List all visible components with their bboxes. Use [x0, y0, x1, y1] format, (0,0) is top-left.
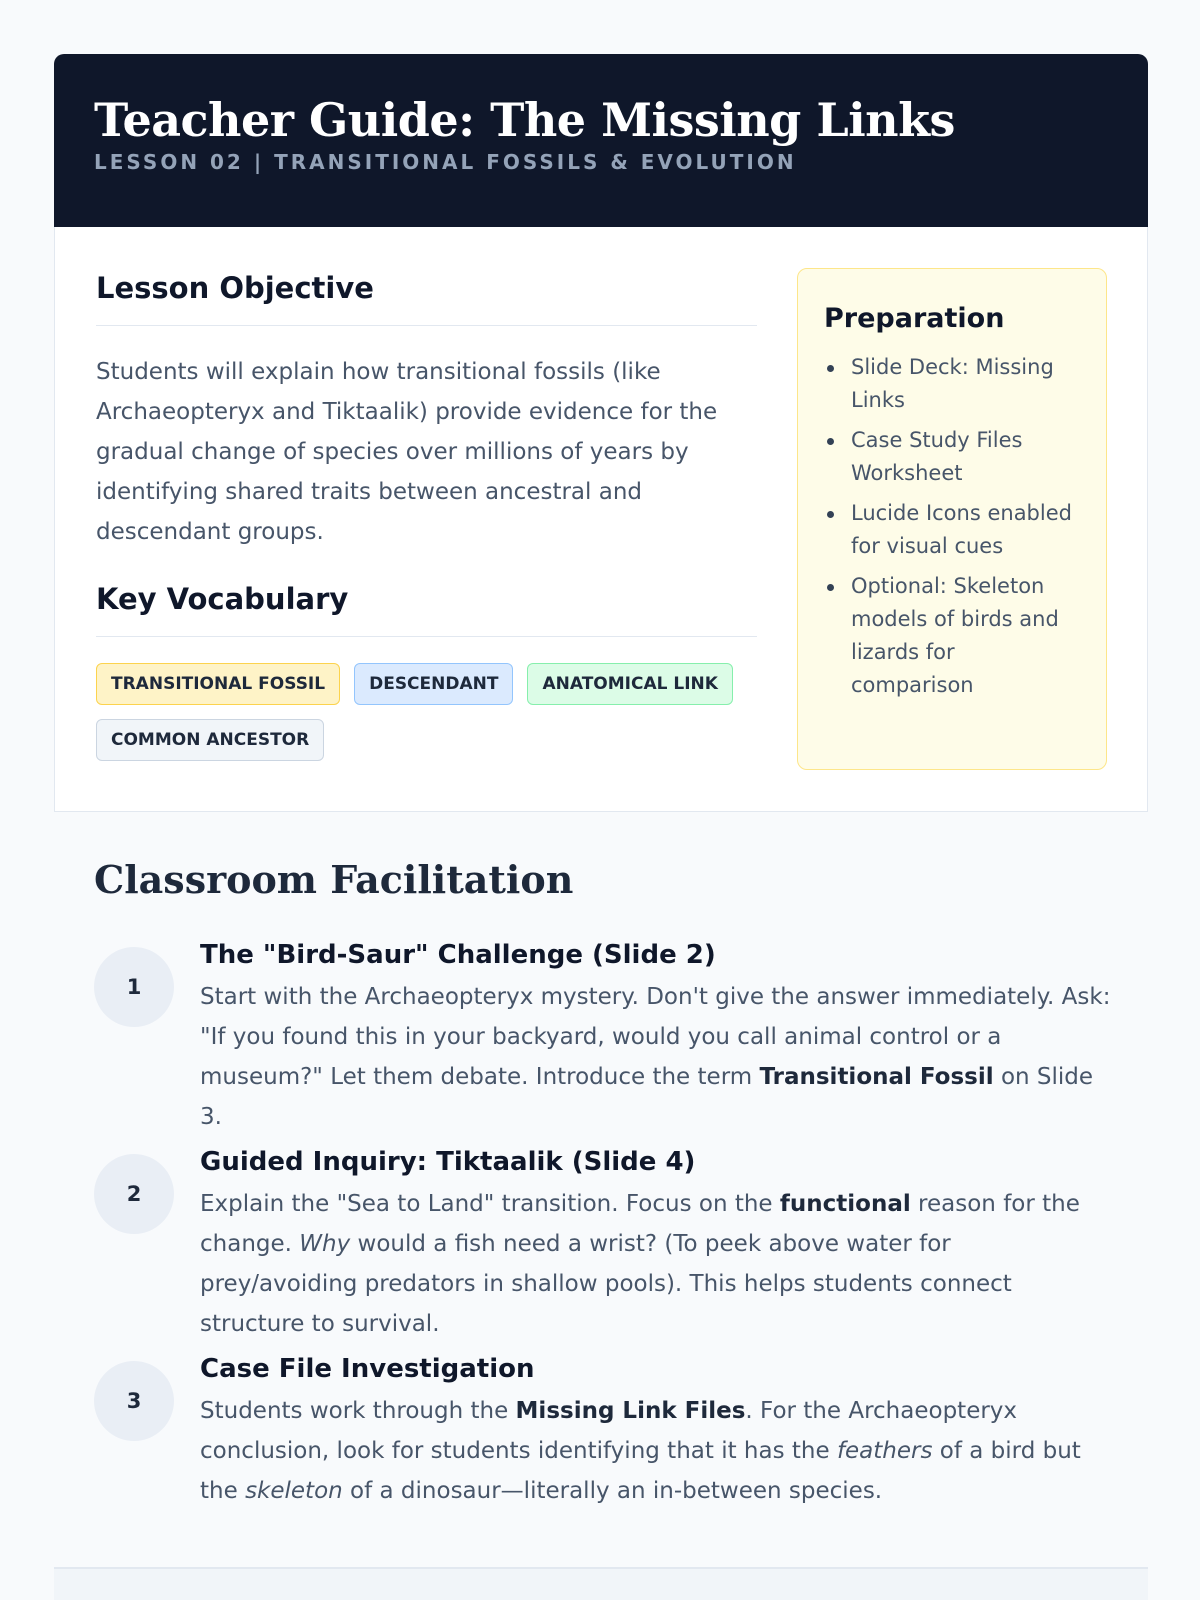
step-text: Students work through the Missing Link Files. For the Archaeopteryx conclusion, look for students identifying that it has the feathers of a bird but the skeleton of a dinosaur—literally an in-between species. — [200, 1398, 1081, 1504]
vocab-tag-anatomical-link: ANATOMICAL LINK — [527, 663, 732, 705]
step-number-badge: 3 — [94, 1361, 174, 1441]
preparation-list — [824, 351, 1080, 702]
step-title: Case File Investigation — [200, 1354, 535, 1384]
preparation-item: Lucide Icons enabled for visual cues — [824, 497, 1080, 563]
vocab-tag-descendant: DESCENDANT — [354, 663, 513, 705]
step-number-badge: 2 — [94, 1154, 174, 1234]
step-text: Explain the "Sea to Land" transition. Focus on the functional reason for the change. Why would a fish need a wrist? (To peek above water for prey/avoiding predators in shallow pools). This helps students connect structure to survival. — [200, 1191, 1080, 1337]
vocab-tag-common-ancestor: COMMON ANCESTOR — [96, 719, 324, 761]
lesson-overview-card — [54, 227, 1148, 812]
step-title: Guided Inquiry: Tiktaalik (Slide 4) — [200, 1147, 696, 1177]
step-body — [200, 935, 1114, 1137]
preparation-panel — [797, 268, 1107, 770]
footer-bar — [54, 1567, 1148, 1600]
vocabulary-tags — [96, 663, 757, 761]
step-title: The "Bird-Saur" Challenge (Slide 2) — [200, 940, 716, 970]
objective-heading: Lesson Objective — [96, 267, 757, 326]
vocabulary-heading: Key Vocabulary — [96, 578, 757, 637]
preparation-item: Case Study Files Worksheet — [824, 424, 1080, 490]
step-body — [200, 1349, 1114, 1511]
lesson-subtitle: LESSON 02 | TRANSITIONAL FOSSILS & EVOLUTION — [94, 150, 797, 174]
step-body — [200, 1142, 1114, 1344]
vocab-tag-transitional-fossil: TRANSITIONAL FOSSIL — [96, 663, 340, 705]
step-text: Start with the Archaeopteryx mystery. Don't give the answer immediately. Ask: "If you found this in your backyard, would you call animal control or a museum?" Let them debate. Introduce the term Transitional Fossil on Slide 3. — [200, 984, 1111, 1130]
objective-text: Students will explain how transitional fossils (like Archaeopteryx and Tiktaalik) provide evidence for the gradual change of species over millions of years by identifying shared traits between ancestral and descendant groups. — [96, 359, 718, 545]
preparation-item: Slide Deck: Missing Links — [824, 351, 1080, 417]
page-header — [54, 54, 1148, 227]
preparation-heading: Preparation — [824, 303, 1005, 334]
step-number-badge: 1 — [94, 947, 174, 1027]
overview-main-column — [96, 267, 757, 761]
facilitation-heading: Classroom Facilitation — [94, 857, 574, 902]
preparation-item: Optional: Skeleton models of birds and lizards for comparison — [824, 570, 1080, 702]
page-title: Teacher Guide: The Missing Links — [94, 93, 955, 147]
facilitation-section — [94, 850, 1114, 1504]
